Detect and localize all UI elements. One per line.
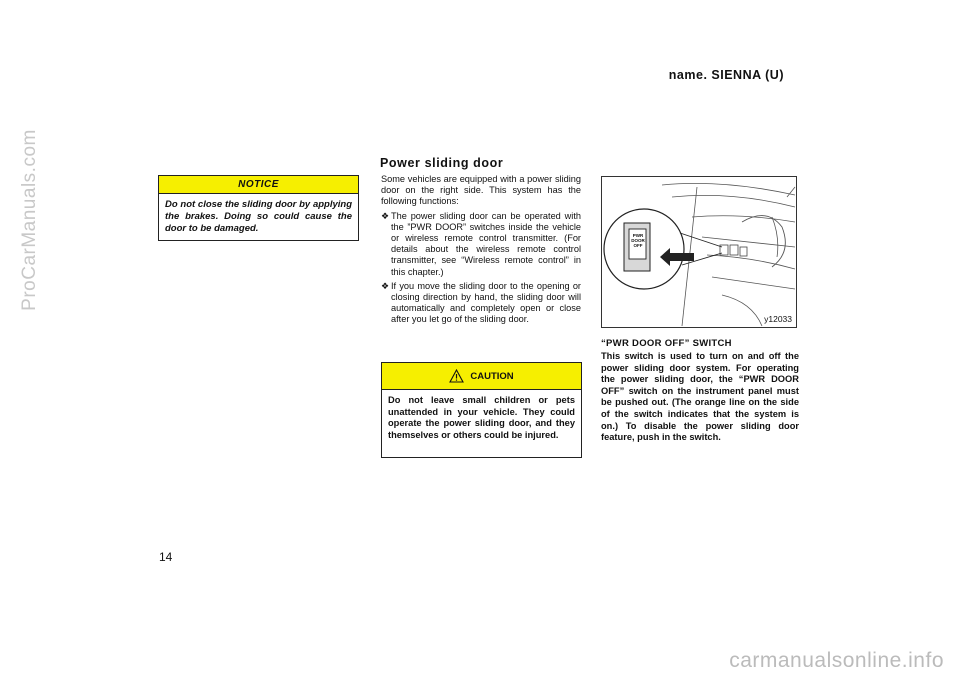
notice-heading: NOTICE [159,176,358,194]
caution-box [381,362,582,458]
switch-section-body: This switch is used to turn on and off the power sliding door system. For operating the power sliding door, the “PWR DOOR OFF” switch on the instrument panel must be pushed out. (The orange line on the side of the switch indicates that the system is on.) To disable the power sliding door feature, push in the switch. [601,351,799,443]
list-item-text: If you move the sliding door to the opening or closing direction by hand, the sliding door will automatically and completely open or close after you let go of the sliding door. [391,280,581,325]
notice-body: Do not close the sliding door by applying the brakes. Doing so could cause the door to be damaged. [165,199,352,234]
bullet-icon: ❖ [381,210,390,221]
side-watermark [10,20,50,420]
figure-code: y12033 [764,314,792,324]
section-intro: Some vehicles are equipped with a power sliding door on the right side. This system has the following functions: [381,174,581,207]
page-header-name: name. SIENNA (U) [668,68,784,82]
switch-illustration [601,176,797,328]
switch-section-title: “PWR DOOR OFF” SWITCH [601,338,732,349]
page-number: 14 [159,550,173,564]
caution-body: Do not leave small children or pets unattended in your vehicle. They could operate the power sliding door, and they themselves or others could be injured. [388,395,575,440]
instrument-panel-drawing [602,177,796,327]
list-item-text: The power sliding door can be operated with the ”PWR DOOR” switches inside the vehicle or wireless remote control transmitter. (For details about the wireless remote control transmitter, see “Wireless remote control” in this chapter.) [391,210,581,277]
switch-label-line: OFF [633,243,643,249]
section-body [381,174,581,326]
bottom-watermark: carmanualsonline.info [729,649,944,672]
caution-heading-bar [382,363,581,390]
section-title: Power sliding door [380,156,504,170]
list-item [381,281,581,326]
notice-box [158,175,359,241]
switch-label-line: PWR [632,233,644,238]
side-watermark-text: ProCarManuals.com [19,129,41,311]
bullet-icon: ❖ [381,280,390,291]
list-item [381,211,581,278]
switch-label-line: DOOR [631,238,645,244]
caution-heading: CAUTION [470,370,514,382]
switch-label [630,233,646,249]
warning-triangle-icon [449,369,464,383]
